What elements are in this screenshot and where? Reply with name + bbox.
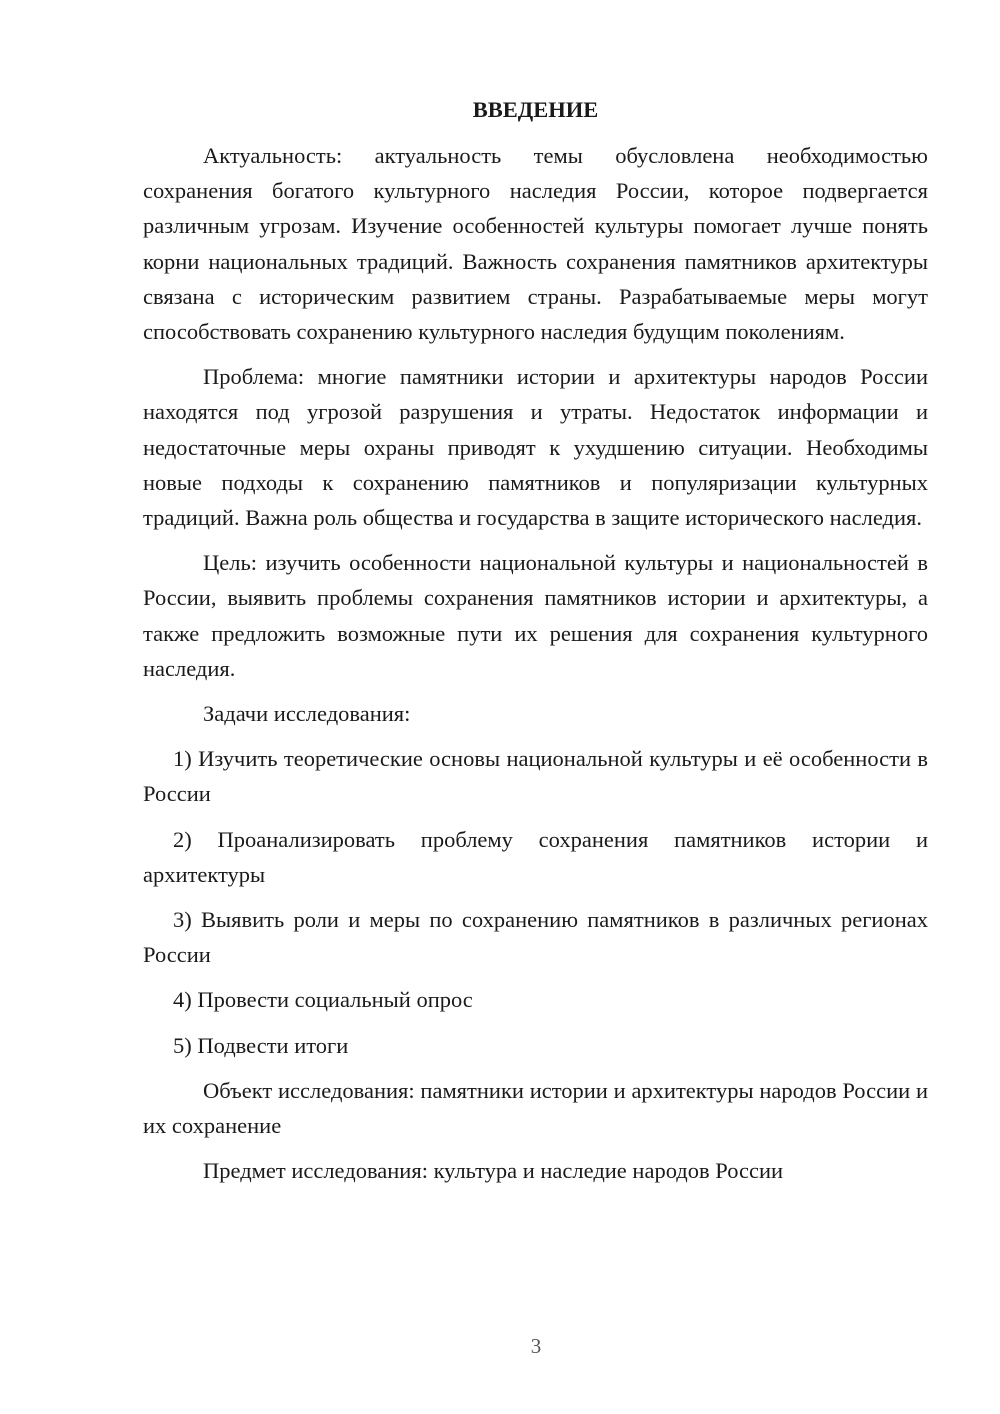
- research-subject: Предмет исследования: культура и наследие народов России: [203, 1158, 784, 1184]
- page-title: ВВЕДЕНИЕ: [472, 97, 599, 122]
- paragraph-goal: Цель: изучить особенности национальной культуры и национальностей в России, выявить проблемы сохранения памятников истории и архитектуры, а также предложить возможные пути их решения для сохранения культурного наследия.: [143, 550, 928, 681]
- task-item-1: 1) Изучить теоретические основы национальной культуры и её особенности в России: [143, 746, 928, 807]
- page-content: [143, 94, 928, 1198]
- task-item-5: 5) Подвести итоги: [173, 1032, 349, 1058]
- research-object: Объект исследования: памятники истории и архитектуры народов России и их сохранение: [143, 1077, 928, 1139]
- page-number: 3: [530, 1334, 542, 1358]
- task-item-3: 3) Выявить роли и меры по сохранению памятников в различных регионах России: [143, 907, 928, 968]
- task-item-4: 4) Провести социальный опрос: [173, 987, 473, 1013]
- tasks-heading: Задачи исследования:: [203, 701, 411, 727]
- paragraph-problem: Проблема: многие памятники истории и архитектуры народов России находятся под угрозой разрушения и утраты. Недостаток информации и недостаточные меры охраны приводят к ухудшению ситуации. Необходимы новые подходы к сохранению памятников и популяризации культурных традиций. Важна роль общества и государства в защите исторического наследия.: [143, 364, 928, 531]
- task-item-2: 2) Проанализировать проблему сохранения памятников истории и архитектуры: [143, 826, 928, 887]
- paragraph-relevance: Актуальность: актуальность темы обусловлена необходимостью сохранения богатого культурного наследия России, которое подвергается различным угрозам. Изучение особенностей культуры помогает лучше понять корни национальных традиций. Важность сохранения памятников архитектуры связана с историческим развитием страны. Разрабатываемые меры могут способствовать сохранению культурного наследия будущим поколениям.: [143, 143, 928, 345]
